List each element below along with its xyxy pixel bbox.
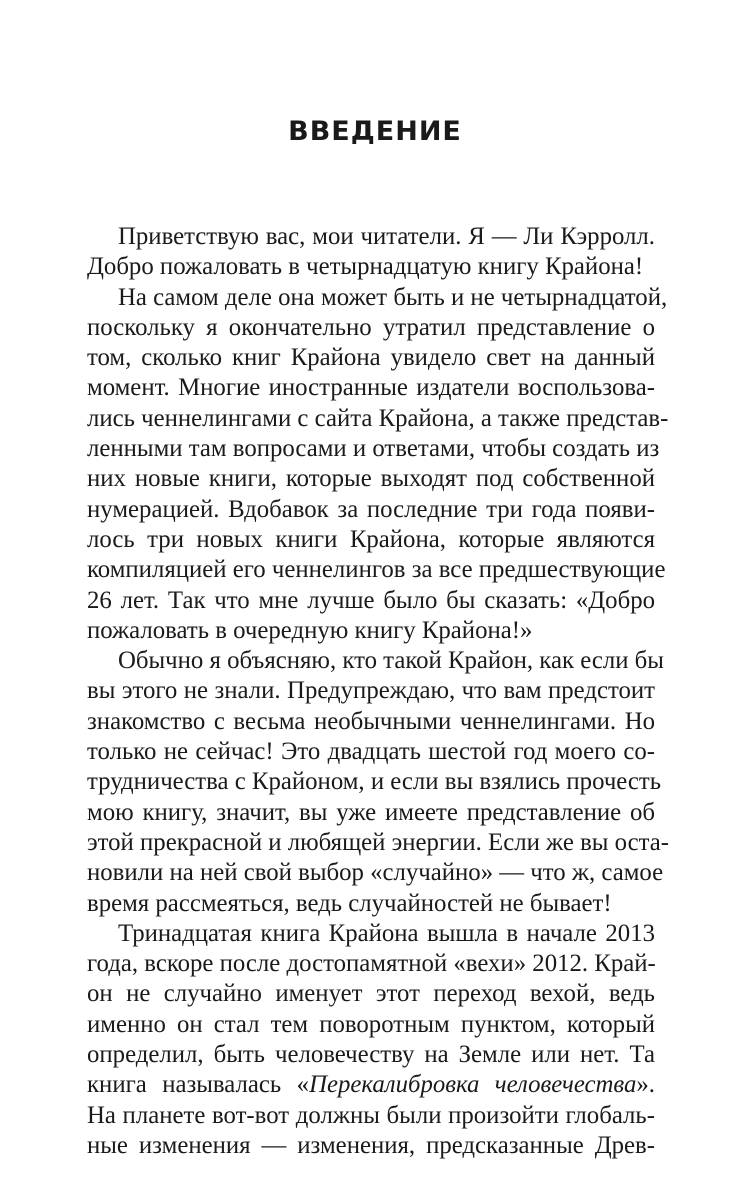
text-line: том, сколько книг Крайона увидело свет на данный: [87, 344, 655, 372]
text-line: них новые книги, которые выходят под собственной: [87, 465, 655, 493]
text-line: Добро пожаловать в четырнадцатую книгу Крайона!: [87, 253, 644, 281]
book-title: Перекалибровка человечества: [309, 1071, 637, 1099]
text-line: трудничества с Крайоном, и если вы взялись прочесть: [87, 768, 662, 796]
body-text: [87, 222, 670, 1161]
text-line: момент. Многие иностранные издатели воспользова-: [87, 374, 655, 402]
text-line: этой прекрасной и любящей энергии. Если же вы оста-: [87, 828, 670, 856]
text-line: пожаловать в очередную книгу Крайона!»: [87, 616, 533, 644]
text-line: нумерацией. Вдобавок за последние три года появи-: [87, 495, 655, 523]
text-line: лось три новых книги Крайона, которые являются: [87, 525, 655, 553]
text-line: именно он стал тем поворотным пунктом, который: [87, 1010, 655, 1038]
text-line: [87, 1070, 655, 1100]
text-line: На самом деле она может быть и не четырнадцатой,: [118, 283, 668, 311]
text-line: ленными там вопросами и ответами, чтобы создать из: [87, 435, 660, 463]
text-line: ные изменения — изменения, предсказанные Древ-: [87, 1131, 655, 1159]
chapter-heading: ВВЕДЕНИЕ: [288, 116, 462, 147]
text-line: На планете вот-вот должны были произойти глобаль-: [87, 1101, 655, 1129]
text-line: поскольку я окончательно утратил представление о: [87, 313, 655, 341]
text-line: новили на ней свой выбор «случайно» — что ж, самое: [87, 859, 664, 887]
text-line: время рассмеяться, ведь случайностей не бывает!: [87, 889, 612, 917]
text-line: только не сейчас! Это двадцать шестой год моего со-: [87, 738, 655, 766]
text-segment: книга называлась «: [87, 1071, 310, 1099]
text-line: компиляцией его ченнелингов за все предшествующие: [87, 556, 666, 584]
text-line: Приветствую вас, мои читатели. Я — Ли Кэрролл.: [118, 223, 655, 250]
text-line: вы этого не знали. Предупреждаю, что вам предстоит: [87, 677, 655, 705]
text-line: года, вскоре после достопамятной «вехи» 2012. Край-: [87, 950, 656, 978]
text-line: Обычно я объясняю, кто такой Крайон, как если бы: [118, 647, 664, 675]
text-line: мою книгу, значит, вы уже имеете представление об: [87, 798, 655, 826]
text-line: Тринадцатая книга Крайона вышла в начале 2013: [118, 919, 655, 947]
text-line: он не случайно именует этот переход вехой, ведь: [87, 980, 655, 1008]
text-line: лись ченнелингами с сайта Крайона, а также представ-: [87, 404, 669, 432]
text-line: определил, быть человечеству на Земле или нет. Та: [87, 1041, 655, 1069]
text-segment: ».: [636, 1071, 656, 1099]
text-line: 26 лет. Так что мне лучше было бы сказать: «Добро: [87, 586, 655, 614]
text-line: знакомство с весьма необычными ченнелингами. Но: [87, 707, 655, 735]
